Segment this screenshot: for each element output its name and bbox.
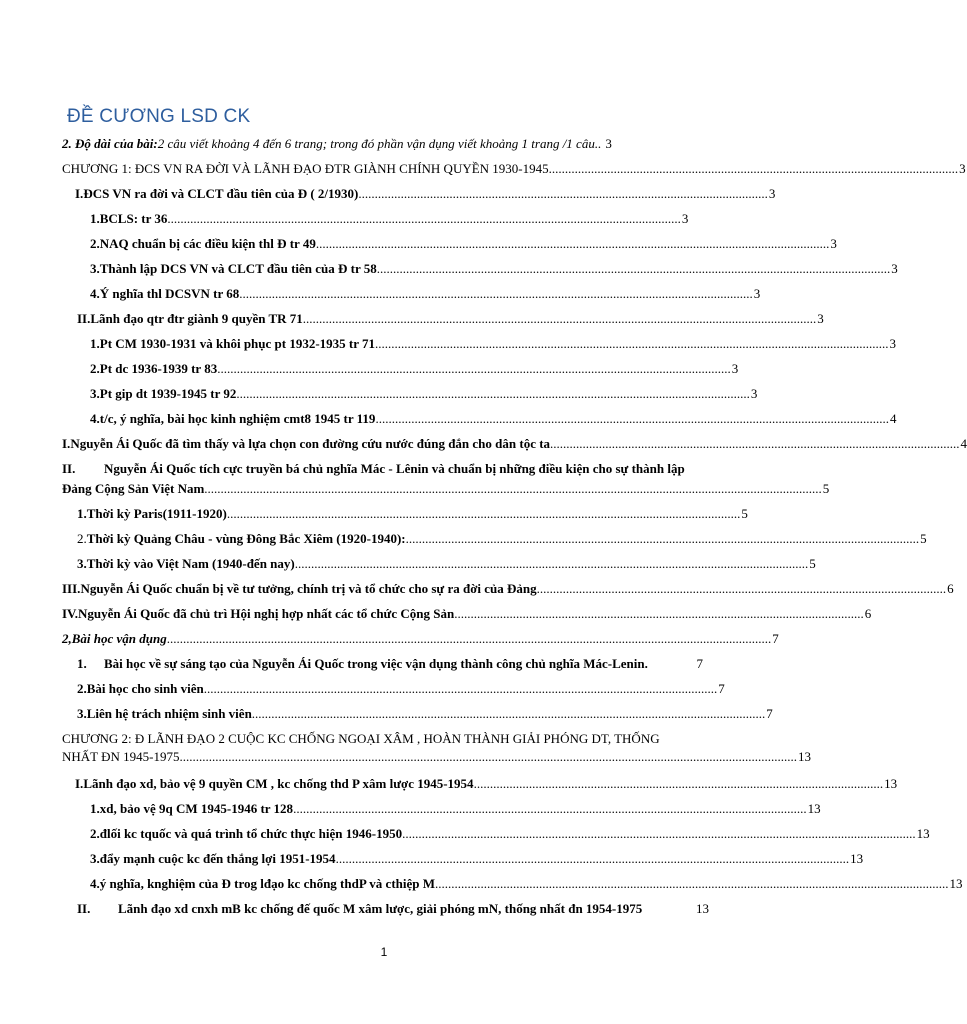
toc-entry[interactable]: [77, 681, 725, 697]
leader-dots: ..............................................................................................................................................................: [402, 826, 916, 841]
toc-entry-chapter-1[interactable]: [62, 161, 966, 177]
leader-dots: ..............................................................................................................................: [550, 436, 960, 451]
leader-dots: ..............................................................................................................................................................: [376, 261, 891, 276]
leader-dots: ..............................................................................................................................................................: [405, 531, 920, 546]
toc-entry-page: 3: [750, 386, 758, 401]
toc-entry-number: I.: [62, 436, 71, 451]
leader-dots: ..............................................................................................................................................................: [239, 286, 753, 301]
toc-entry-label: Nguyễn Ái Quốc chuẩn bị về tư tưởng, chính trị và tổ chức cho sự ra đời của Đảng: [80, 581, 537, 596]
toc-entry[interactable]: [90, 236, 837, 252]
toc-entry-label: Lãnh đạo qtr đtr giành 9 quyền TR 71: [90, 311, 303, 326]
toc-entry-number: I.: [75, 186, 84, 201]
leader-dots: ..............................................................................................................................................................: [375, 411, 889, 426]
leader-dots: ..............................................................................................................................................................................................: [179, 749, 797, 764]
toc-entry[interactable]: [90, 801, 821, 817]
leader-dots: ..............................................................................................................................: [358, 186, 768, 201]
toc-entry-page: 7: [696, 656, 703, 671]
toc-entry-page: 3: [768, 186, 776, 201]
toc-entry-number: 3.: [90, 386, 100, 401]
toc-entry[interactable]: [75, 186, 776, 202]
toc-entry-number: 4.: [90, 411, 100, 426]
toc-entry[interactable]: [62, 606, 872, 622]
document-title: ĐỀ CƯƠNG LSD CK: [67, 106, 251, 127]
toc-entry-number: I.: [75, 776, 84, 791]
toc-entry[interactable]: [90, 411, 897, 427]
toc-entry-lessons[interactable]: [62, 631, 779, 647]
toc-entry-number: 3.: [77, 556, 87, 571]
toc-entry-page: 7: [766, 706, 773, 721]
leader-dots: ..............................................................................................................................................................: [236, 386, 750, 401]
toc-entry-label: t/c, ý nghĩa, bài học kinh nghiệm cmt8 1945 tr 119: [99, 411, 376, 426]
toc-entry-page: 5: [920, 531, 927, 546]
toc-entry[interactable]: [90, 361, 739, 377]
toc-entry-label: 2,Bài học vận dụng: [62, 631, 167, 646]
toc-entry-number: 2.: [90, 361, 100, 376]
toc-entry-number: 1.: [90, 211, 100, 226]
toc-entry-label: xd, bảo vệ 9q CM 1945-1946 tr 128: [99, 801, 294, 816]
toc-entry-label-continued: NHẤT ĐN 1945-1975: [62, 749, 180, 764]
toc-entry-label: CHƯƠNG 1: ĐCS VN RA ĐỜI VÀ LÃNH ĐẠO ĐTR GIÀNH CHÍNH QUYỀN 1930-1945: [62, 161, 549, 176]
leader-dots: ..............................................................................................................................................................................................: [204, 481, 822, 496]
toc-entry-number: 3.: [90, 261, 100, 276]
leader-dots: ..............................................................................................................................................................: [251, 706, 766, 721]
toc-entry-label-bold: 2. Độ dài của bài:: [62, 136, 158, 151]
toc-entry-number: II.: [62, 461, 76, 476]
toc-entry-number: 3.: [77, 706, 87, 721]
toc-entry-page: 13: [949, 876, 963, 891]
toc-entry-label: 2 câu viết khoảng 4 đến 6 trang; trong đó phần vận dụng viết khoảng 1 trang /1 câu..: [157, 136, 602, 151]
toc-entry-page: 4: [889, 411, 897, 426]
toc-entry[interactable]: [62, 581, 954, 597]
toc-entry-label: Pt CM 1930-1931 và khôi phục pt 1932-1935 tr 71: [99, 336, 376, 351]
toc-entry-chapter-2[interactable]: [62, 731, 811, 765]
toc-entry-label: Thời kỳ Quảng Châu - vùng Đông Bắc Xiêm (1920-1940):: [86, 531, 406, 546]
toc-entry[interactable]: [62, 436, 967, 452]
toc-entry-page: 6: [864, 606, 872, 621]
toc-entry-page: 13: [797, 749, 811, 764]
toc-entry-label: Liên hệ trách nhiệm sinh viên: [86, 706, 252, 721]
toc-entry-number: 1.: [77, 656, 87, 671]
toc-entry-number: 2.: [77, 681, 87, 696]
toc-entry-page: 7: [772, 631, 779, 646]
toc-entry-page: 5: [809, 556, 816, 571]
toc-entry[interactable]: [90, 261, 898, 277]
toc-entry-page: 6: [947, 581, 954, 596]
toc-entry-number: 1.: [90, 801, 100, 816]
leader-dots: ..............................................................................................................................................................: [293, 801, 807, 816]
toc-entry-page: 13: [850, 851, 864, 866]
toc-entry[interactable]: [90, 876, 963, 892]
toc-entry-number: 2.: [90, 236, 100, 251]
leader-dots: ..........................................................................................................................................................................................: [166, 631, 772, 646]
toc-entry-label: NAQ chuẩn bị các điều kiện thl Đ tr 49: [99, 236, 316, 251]
toc-entry-label: Bài học về sự sáng tạo của Nguyễn Ái Quốc trong việc vận dụng thành công chủ nghĩa Mác-Lenin.: [104, 656, 648, 671]
toc-entry-label: Pt dc 1936-1939 tr 83: [99, 361, 218, 376]
toc-entry-page: 3: [817, 311, 824, 326]
toc-entry-page: 13: [884, 776, 898, 791]
leader-dots: ..............................................................................................................................................................: [375, 336, 889, 351]
toc-entry[interactable]: [77, 311, 824, 327]
toc-entry-number: 4.: [90, 286, 100, 301]
leader-dots: ..............................................................................................................................................................: [335, 851, 850, 866]
toc-entry[interactable]: [77, 506, 748, 522]
toc-entry[interactable]: [90, 826, 930, 842]
toc-entry[interactable]: [90, 386, 758, 402]
leader-dots: ..............................................................................................................................: [454, 606, 864, 621]
toc-entry-page: 13: [807, 801, 821, 816]
toc-entry-number: 1.: [77, 506, 87, 521]
toc-entry-page: 3: [605, 136, 612, 151]
toc-entry-label: BCLS: tr 36: [99, 211, 168, 226]
toc-entry-label: CHƯƠNG 2: Đ LÃNH ĐẠO 2 CUỘC KC CHỐNG NGOẠI XÂM , HOÀN THÀNH GIẢI PHÓNG DT, THỐNG: [62, 731, 660, 746]
toc-entry-label: Nguyễn Ái Quốc đã tìm thấy và lựa chọn con đường cứu nước đúng đắn cho dân tộc ta: [70, 436, 551, 451]
toc-entry-page: 13: [916, 826, 930, 841]
toc-entry[interactable]: [62, 461, 830, 497]
toc-entry-label: Lãnh đạo xd, bảo vệ 9 quyền CM , kc chống thd P xâm lược 1945-1954: [83, 776, 474, 791]
toc-entry-label: Thời kỳ Paris(1911-1920): [86, 506, 227, 521]
toc-entry-page: 7: [718, 681, 725, 696]
toc-entry-label: Nguyễn Ái Quốc tích cực truyền bá chủ nghĩa Mác - Lênin và chuẩn bị những điều kiện cho sự thành lập: [104, 461, 685, 476]
toc-entry[interactable]: [90, 211, 689, 227]
toc-entry-page: 3: [830, 236, 837, 251]
leader-dots: ..............................................................................................................................................................: [435, 876, 949, 891]
toc-entry-number: 2.: [77, 531, 87, 546]
toc-entry-number: 4.: [90, 876, 100, 891]
toc-entry[interactable]: [77, 556, 816, 572]
toc-entry-length[interactable]: [62, 136, 652, 152]
toc-entry-page: 3: [891, 261, 898, 276]
toc-entry-page: 5: [741, 506, 748, 521]
toc-entry[interactable]: [77, 656, 703, 672]
toc-entry[interactable]: [90, 336, 897, 352]
toc-entry-label: Lãnh đạo xd cnxh mB kc chống đế quốc M xâm lược, giải phóng mN, thống nhất đn 1954-1975: [118, 901, 643, 916]
toc-entry-label-continued: Đảng Cộng Sản Việt Nam: [62, 481, 205, 496]
toc-entry-page: 3: [959, 161, 966, 176]
toc-entry-number: II.: [77, 901, 91, 916]
toc-entry-page: 3: [731, 361, 739, 376]
leader-dots: ..............................................................................................................................: [548, 161, 959, 176]
toc-entry-number: 2.: [90, 826, 100, 841]
leader-dots: ..............................................................................................................................: [473, 776, 884, 791]
toc-entry[interactable]: [77, 706, 773, 722]
leader-dots: ..............................................................................................................................................................: [294, 556, 809, 571]
toc-entry[interactable]: [77, 901, 709, 917]
toc-entry[interactable]: [75, 776, 898, 792]
toc-entry-label: Thời kỳ vào Việt Nam (1940-đến nay): [86, 556, 295, 571]
toc-entry-label: Thành lập DCS VN và CLCT đầu tiên của Đ tr 58: [99, 261, 377, 276]
toc-entry-page: 3: [753, 286, 761, 301]
toc-entry-number: II.: [77, 311, 91, 326]
leader-dots: ..............................................................................................................................................................: [203, 681, 718, 696]
toc-entry-page: 5: [822, 481, 830, 496]
leader-dots: ..............................................................................................................................................................: [302, 311, 817, 326]
toc-entry-page: 4: [960, 436, 967, 451]
page-number: 1: [380, 945, 388, 959]
leader-dots: ..............................................................................................................................................................: [226, 506, 741, 521]
leader-dots: ..............................................................................................................................: [536, 581, 947, 596]
toc-entry-number: 3.: [90, 851, 100, 866]
toc-entry-number: 1.: [90, 336, 100, 351]
toc-entry-page: 3: [889, 336, 897, 351]
leader-dots: ..............................................................................................................................................................: [315, 236, 830, 251]
toc-entry[interactable]: [90, 851, 864, 867]
toc-entry-page: 13: [696, 901, 709, 916]
toc-entry-number: IV.: [62, 606, 79, 621]
leader-dots: ..............................................................................................................................................................: [167, 211, 681, 226]
toc-entry-label: Bài học cho sinh viên: [86, 681, 204, 696]
toc-entry-label: Ý nghĩa thl DCSVN tr 68: [99, 286, 240, 301]
toc-entry-number: III.: [62, 581, 81, 596]
toc-entry-label: đlối kc tquốc và quá trình tổ chức thực hiện 1946-1950: [99, 826, 403, 841]
toc-entry-label: Pt gip dt 1939-1945 tr 92: [99, 386, 237, 401]
toc-entry-label: ý nghĩa, knghiệm của Đ trog lđạo kc chống thdP và cthiệp M: [99, 876, 436, 891]
toc-entry[interactable]: [77, 531, 927, 547]
leader-dots: ..............................................................................................................................................................: [217, 361, 731, 376]
toc-entry-label: ĐCS VN ra đời và CLCT đầu tiên của Đ ( 2/1930): [83, 186, 359, 201]
toc-entry-label: Nguyễn Ái Quốc đã chủ trì Hội nghị hợp nhất các tổ chức Cộng Sản: [78, 606, 455, 621]
toc-entry-page: 3: [681, 211, 689, 226]
toc-entry[interactable]: [90, 286, 761, 302]
toc-entry-label: đẩy mạnh cuộc kc đến thắng lợi 1951-1954: [99, 851, 336, 866]
